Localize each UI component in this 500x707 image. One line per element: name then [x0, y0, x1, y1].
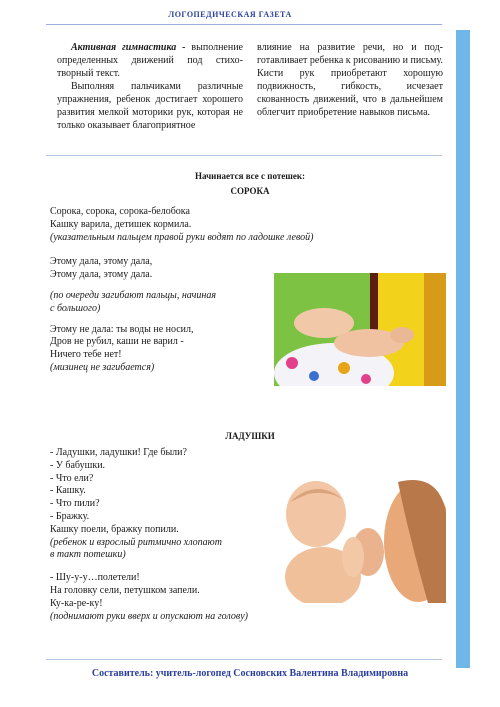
section-title: Начинается все с потешек:: [194, 171, 306, 181]
poem-line: Дров не рубил, каши не варил -: [50, 336, 184, 348]
photo-baby-clapping: [278, 472, 446, 603]
poem-line: Сорока, сорока, сорока-белобока: [50, 206, 190, 217]
intro-paragraph-1: [57, 41, 243, 80]
poem-note: с большого): [50, 302, 101, 314]
intro-paragraph-2: Выполняя пальчиками различные упражнения, ребенок достигает хорошего развития мелкой моторики рук, которая не только оказывает благоприятное: [57, 81, 243, 131]
poem-note: в такт потешки): [50, 549, 126, 561]
poem-line: - Что пили?: [50, 498, 100, 510]
intro-left-column: [57, 41, 243, 132]
intro-paragraph-3: влияние на развитие речи, но и подготавливает ребенка к рисованию и письму. Кисти рук приобретают хорошую подвижность, гибкость, исчезает скованность движений, что в дальнейшем облегчит приобретение навыков письма.: [257, 42, 443, 118]
intro-right-column: [257, 41, 443, 119]
poem-line: - Шу-у-у…полетели!: [50, 572, 140, 584]
ladushki-title: ЛАДУШКИ: [225, 431, 275, 441]
soroka-title: СОРОКА: [230, 186, 270, 196]
divider-top: [46, 24, 442, 25]
poem-line: - Кашку.: [50, 485, 86, 497]
poem-note: (поднимают руки вверх и опускают на голову): [50, 610, 248, 622]
footer-author: Составитель: учитель-логопед Сосновских Валентина Владимировна: [91, 668, 409, 679]
ladushki-poem: [50, 447, 248, 623]
poem-line: Ку-ка-ре-ку!: [50, 597, 103, 609]
intro-p1-rest: выполнение определенных движений под стихотворный текст.: [57, 42, 243, 79]
poem-line: - Бражку.: [50, 510, 90, 522]
poem-note: (мизинец не загибается): [50, 361, 155, 373]
divider-middle: [46, 155, 442, 156]
poem-note: (указательным пальцем правой руки водят по ладошке левой): [50, 231, 314, 243]
poem-line: Этому дала, этому дала,: [50, 256, 153, 268]
poem-note: (ребенок и взрослый ритмично хлопают: [50, 536, 222, 548]
poem-line: Ничего тебе нет!: [50, 349, 122, 361]
poem-line: - Что ели?: [50, 472, 94, 484]
poem-line: Этому дала, этому дала.: [50, 269, 153, 281]
poem-line: Кашку варила, детишек кормила.: [50, 218, 192, 230]
poem-line: - У бабушки.: [50, 459, 106, 471]
poem-line: На головку сели, петушком запели.: [50, 584, 200, 596]
poem-line: Кашку поели, бражку попили.: [50, 523, 179, 535]
newspaper-title: ЛОГОПЕДИЧЕСКАЯ ГАЗЕТА: [168, 10, 292, 19]
sidebar-stripe: [456, 30, 470, 668]
poem-note: (по очереди загибают пальцы, начиная: [50, 289, 217, 301]
photo-child-hands-image: [274, 273, 446, 386]
poem-line: Этому не дала: ты воды не носил,: [50, 323, 194, 335]
poem-line: - Ладушки, ладушки! Где были?: [50, 447, 187, 458]
photo-child-hands: [274, 273, 446, 386]
intro-lead: Активная гимнастика -: [71, 42, 186, 53]
photo-baby-clapping-image: [278, 472, 446, 603]
divider-bottom: [46, 659, 442, 660]
